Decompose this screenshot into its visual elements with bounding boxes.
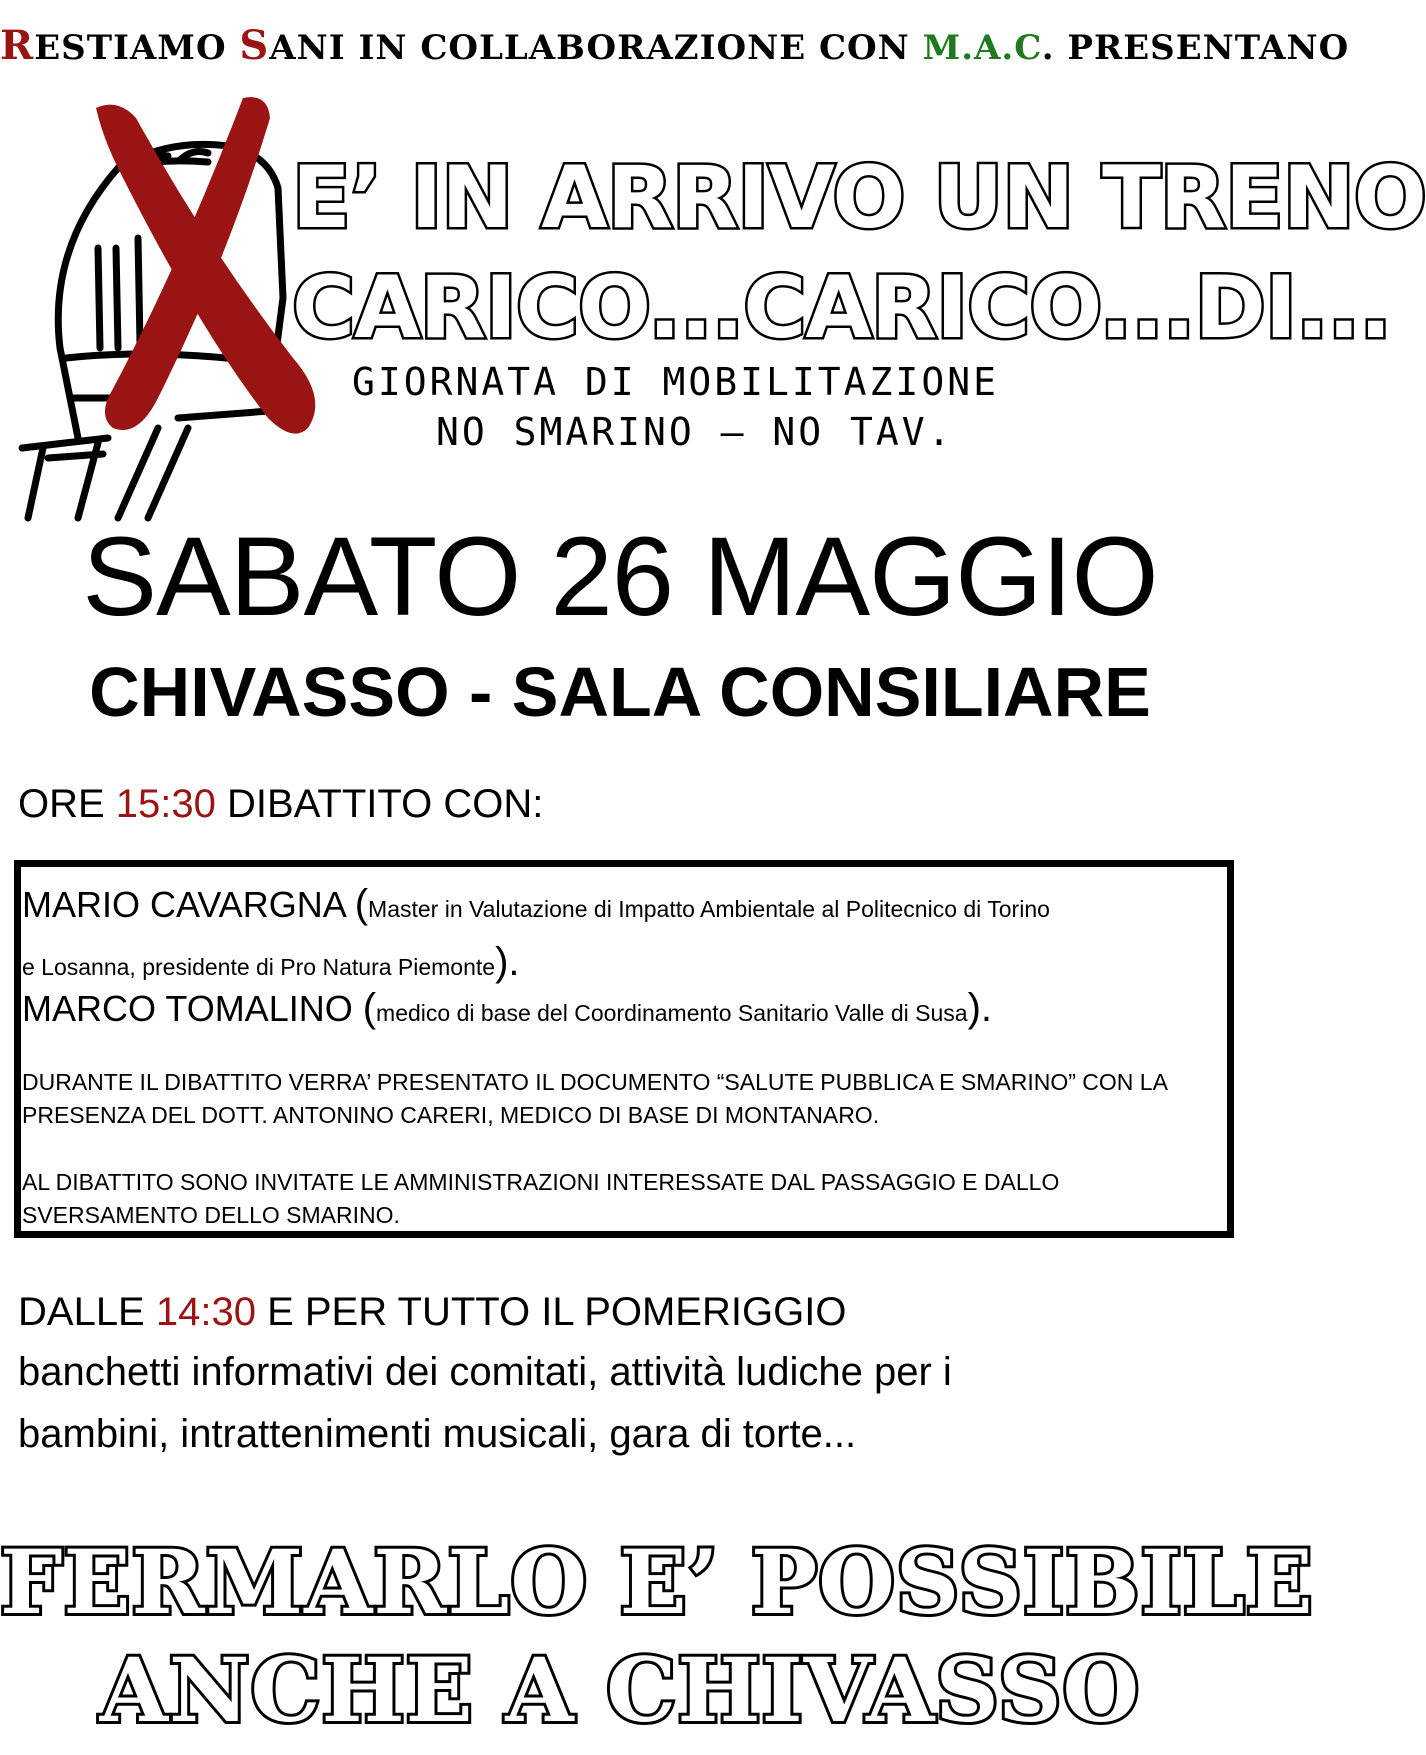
debate-note-2: AL DIBATTITO SONO INVITATE LE AMMINISTRAZIONI INTERESSATE DAL PASSAGGIO E DALLO SVERSAMENTO DELLO SMARINO. (22, 1169, 1060, 1228)
speaker-1-desc-b: e Losanna, presidente di Pro Natura Piemonte (22, 954, 496, 980)
debate-time: 15:30 (115, 782, 216, 826)
debate-suffix: DIBATTITO CON: (215, 782, 544, 826)
speaker-1-desc-cont: e Losanna, presidente di Pro Natura Piemonte). (22, 940, 520, 984)
debate-note-1: DURANTE IL DIBATTITO VERRA’ PRESENTATO IL DOCUMENTO “SALUTE PUBBLICA E SMARINO” CON LA PRESENZA DEL DOTT. ANTONINO CARERI, MEDICO DI BASE DI MONTANARO. (22, 1069, 1167, 1128)
header-s: S (239, 22, 270, 69)
header-r-rest: ESTIAMO (34, 28, 240, 68)
headline-line-1: E’ IN ARRIVO UN TRENO (292, 148, 1426, 248)
subheadline-line-2: NO SMARINO — NO TAV. (436, 410, 954, 454)
afternoon-time: 14:30 (155, 1290, 256, 1334)
header-s-rest: ANI IN COLLABORAZIONE CON (269, 28, 923, 68)
header-r: R (0, 22, 35, 69)
headline-line-2: CARICO...CARICO...DI... (292, 258, 1391, 358)
header-end: . PRESENTANO (1041, 28, 1350, 68)
speaker-1-name: MARIO CAVARGNA (22, 884, 355, 925)
event-place: CHIVASSO - SALA CONSILIARE (89, 653, 1151, 731)
speaker-1-desc-a: Master in Valutazione di Impatto Ambientale al Politecnico di Torino (368, 896, 1050, 922)
afternoon-activities-2: bambini, intrattenimenti musicali, gara di torte... (18, 1412, 857, 1456)
subheadline-line-1: GIORNATA DI MOBILITAZIONE (352, 360, 999, 404)
header-mac: M.A.C (922, 28, 1042, 68)
footer-line-1: FERMARLO E’ POSSIBILE (0, 1530, 1314, 1634)
header-line (0, 22, 1350, 69)
afternoon-time-line (18, 1290, 846, 1335)
afternoon-suffix: E PER TUTTO IL POMERIGGIO (255, 1290, 847, 1334)
speaker-1: MARIO CAVARGNA (Master in Valutazione di Impatto Ambientale al Politecnico di Torino (22, 882, 1050, 926)
afternoon-activities-1: banchetti informativi dei comitati, attività ludiche per i (18, 1350, 952, 1394)
afternoon-prefix: DALLE (18, 1290, 156, 1334)
debate-time-line (18, 782, 543, 827)
debate-prefix: ORE (18, 782, 116, 826)
footer-line-2: ANCHE A CHIVASSO (99, 1638, 1141, 1742)
event-date: SABATO 26 MAGGIO (82, 514, 1158, 639)
speaker-2-desc: medico di base del Coordinamento Sanitario Valle di Susa (376, 1000, 968, 1026)
speaker-2-name: MARCO TOMALINO (22, 988, 363, 1029)
speaker-2: MARCO TOMALINO (medico di base del Coordinamento Sanitario Valle di Susa). (22, 986, 993, 1030)
